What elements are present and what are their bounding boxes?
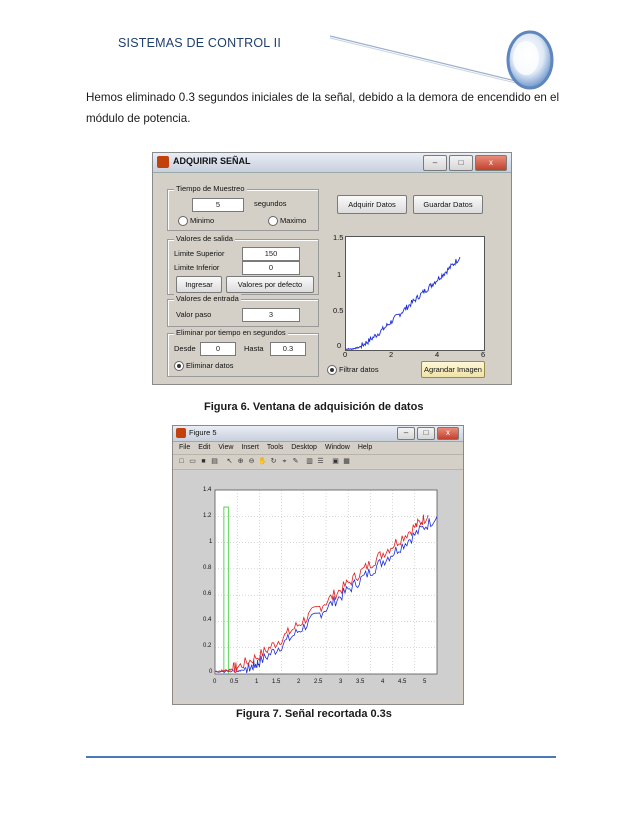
plot-ytick: 0.6: [203, 591, 212, 597]
plot-ytick: 0.2: [203, 643, 212, 649]
group-title: Valores de entrada: [176, 294, 239, 303]
segundos-label: segundos: [254, 199, 287, 208]
menu-file[interactable]: File: [179, 444, 191, 451]
valor-paso-label: Valor paso: [176, 310, 212, 319]
guardar-datos-button[interactable]: Guardar Datos: [413, 195, 483, 214]
close-button[interactable]: x: [475, 155, 507, 171]
save-icon[interactable]: ■: [201, 458, 206, 465]
group-title: Eliminar por tiempo en segundos: [176, 328, 286, 337]
eliminar-datos-radio[interactable]: [174, 361, 184, 371]
limite-inferior-input[interactable]: 0: [242, 261, 300, 275]
valores-salida-group: [167, 234, 319, 295]
matlab-icon: [157, 156, 169, 168]
tiempo-input[interactable]: 5: [192, 198, 244, 212]
window-title: ADQUIRIR SEÑAL: [173, 156, 251, 166]
valores-entrada-group: [167, 294, 319, 327]
colorbar-icon[interactable]: ▥: [306, 458, 313, 465]
minimize-button[interactable]: –: [423, 155, 447, 171]
plot-ytick: 1.5: [333, 233, 344, 242]
menu-edit[interactable]: Edit: [198, 444, 211, 451]
figure-7-caption: Figura 7. Señal recortada 0.3s: [236, 708, 392, 720]
zoom-out-icon[interactable]: ⊖: [248, 458, 255, 465]
menu-insert[interactable]: Insert: [241, 444, 259, 451]
tiempo-muestreo-group: [167, 184, 319, 231]
group-title: Tiempo de Muestreo: [176, 184, 245, 193]
menu-help[interactable]: Help: [357, 444, 373, 451]
menu-desktop[interactable]: Desktop: [291, 444, 317, 451]
maximo-radio[interactable]: [268, 216, 278, 226]
group-title: Valores de salida: [176, 234, 233, 243]
hasta-label: Hasta: [244, 344, 264, 353]
page-header-title: SISTEMAS DE CONTROL II: [118, 36, 281, 50]
plot-xtick: 1: [255, 679, 259, 685]
limite-inferior-label: Limite Inferior: [174, 263, 220, 272]
valor-paso-input[interactable]: 3: [242, 308, 300, 322]
zoom-in-icon[interactable]: ⊕: [237, 458, 244, 465]
plot-xtick: 0.5: [230, 679, 239, 685]
plot-xtick: 3.5: [356, 679, 365, 685]
minimo-radio[interactable]: [178, 216, 188, 226]
maximize-button[interactable]: □: [417, 427, 435, 440]
plot-xtick: 5: [423, 679, 427, 685]
plot-xtick: 4.5: [398, 679, 407, 685]
pointer-icon[interactable]: ↖: [226, 458, 233, 465]
minimo-label: Minimo: [190, 216, 215, 225]
plot-ytick: 0: [337, 341, 342, 350]
plot-xtick: 2: [389, 350, 394, 359]
plot-xtick: 4: [435, 350, 440, 359]
agrandar-imagen-button[interactable]: Agrandar Imagen: [421, 361, 485, 378]
pan-icon[interactable]: ✋: [258, 458, 267, 465]
valores-defecto-button[interactable]: Valores por defecto: [226, 276, 314, 293]
plot-ytick: 1.2: [203, 513, 212, 519]
figure-6-caption: Figura 6. Ventana de adquisición de datos: [204, 401, 424, 413]
plot-xtick: 4: [381, 679, 385, 685]
hasta-input[interactable]: 0.3: [270, 342, 306, 356]
plot-ytick: 1: [209, 539, 213, 545]
plot-ytick: 0.4: [203, 617, 212, 623]
print-icon[interactable]: ▤: [211, 458, 218, 465]
plot-xtick: 3: [339, 679, 343, 685]
footer-divider: [86, 756, 556, 758]
menu-view[interactable]: View: [218, 444, 234, 451]
plot-ytick: 0: [209, 669, 213, 675]
plot-xtick: 2: [297, 679, 301, 685]
eliminar-tiempo-group: [167, 328, 319, 377]
limite-superior-label: Limite Superior: [174, 249, 225, 258]
eliminar-datos-label: Eliminar datos: [186, 361, 234, 370]
plot-ytick: 1: [337, 270, 342, 279]
brush-icon[interactable]: ✎: [292, 458, 299, 465]
plot-xtick: 6: [481, 350, 486, 359]
signal-line: [345, 257, 460, 349]
desde-label: Desde: [174, 344, 196, 353]
plot-xtick: 0: [343, 350, 348, 359]
filtrar-datos-label: Filtrar datos: [339, 365, 379, 374]
menu-tools[interactable]: Tools: [266, 444, 284, 451]
limite-superior-input[interactable]: 150: [242, 247, 300, 261]
plot-ytick: 0.5: [333, 306, 344, 315]
adquirir-senal-window: [152, 152, 512, 385]
plot-xtick: 2.5: [314, 679, 323, 685]
filtrar-datos-radio[interactable]: [327, 365, 337, 375]
header-decoration: [0, 0, 638, 100]
plot-ytick: 1.4: [203, 487, 212, 493]
open-file-icon[interactable]: ▭: [189, 458, 196, 465]
ingresar-button[interactable]: Ingresar: [176, 276, 222, 293]
close-button[interactable]: x: [437, 427, 459, 440]
rotate-icon[interactable]: ↻: [270, 458, 277, 465]
window-titlebar: [153, 153, 511, 173]
figure-5-window: [172, 425, 464, 705]
legend-icon[interactable]: ☰: [317, 458, 324, 465]
show-tools-icon[interactable]: ▦: [343, 458, 350, 465]
acquisition-plot: [345, 236, 485, 351]
plot-ytick: 0.8: [203, 565, 212, 571]
window-title: Figure 5: [189, 428, 217, 437]
signal-plot: [173, 426, 464, 705]
plot-xtick: 0: [213, 679, 217, 685]
menu-window[interactable]: Window: [324, 444, 350, 451]
data-cursor-icon[interactable]: ⌖: [282, 458, 287, 465]
new-file-icon[interactable]: □: [179, 458, 184, 465]
maximize-button[interactable]: □: [449, 155, 473, 171]
minimize-button[interactable]: –: [397, 427, 415, 440]
desde-input[interactable]: 0: [200, 342, 236, 356]
hide-tools-icon[interactable]: ▣: [332, 458, 339, 465]
adquirir-datos-button[interactable]: Adquirir Datos: [337, 195, 407, 214]
plot-xtick: 1.5: [272, 679, 281, 685]
maximo-label: Maximo: [280, 216, 307, 225]
body-paragraph: Hemos eliminado 0.3 segundos iniciales de la señal, debido a la demora de encendido en el módulo de potencia.: [86, 91, 560, 125]
